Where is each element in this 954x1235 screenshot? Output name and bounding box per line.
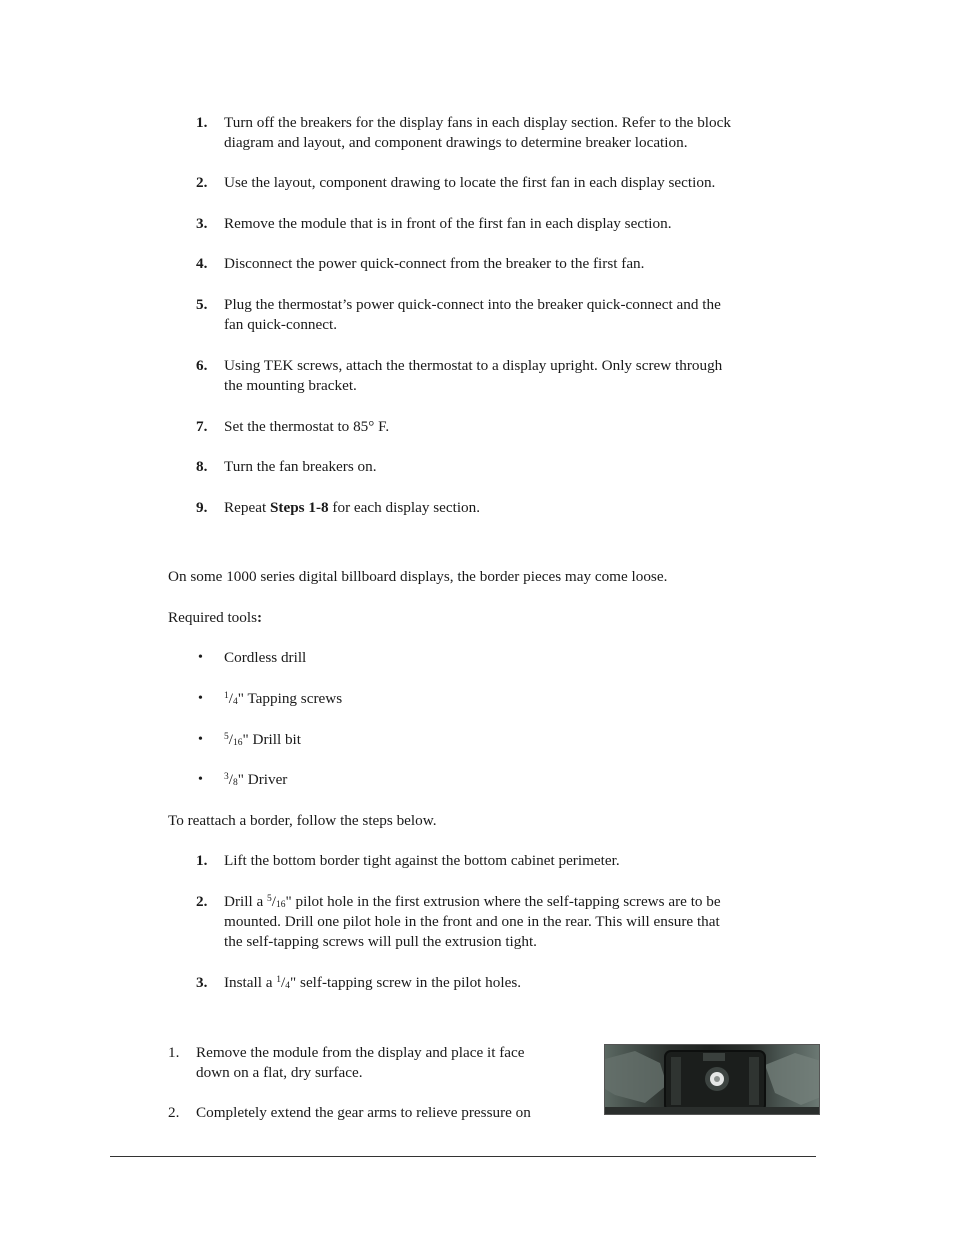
step-number: 8. (196, 458, 208, 475)
step-number: 2. (196, 174, 208, 191)
step-text: Disconnect the power quick-connect from the breaker to the first fan. (224, 255, 645, 272)
step-text: mounted. Drill one pilot hole in the front and one in the rear. This will ensure that (224, 913, 720, 930)
tool-item: $^3/_8$" Driver (224, 771, 288, 788)
step-text: Drill a $^5/_{16}$" pilot hole in the first extrusion where the self-tapping screws are to be (224, 893, 721, 910)
step-text: the self-tapping screws will pull the extrusion tight. (224, 933, 537, 950)
step-text: Turn off the breakers for the display fans in each display section. Refer to the block (224, 114, 731, 131)
module-gear-image (605, 1045, 820, 1115)
step-text: the mounting bracket. (224, 377, 357, 394)
step-text: Completely extend the gear arms to relieve pressure on (196, 1104, 531, 1121)
step-text: down on a flat, dry surface. (196, 1064, 363, 1081)
step-text: Remove the module from the display and place it face (196, 1044, 525, 1061)
bullet-icon: • (198, 650, 203, 665)
step-text: Remove the module that is in front of the first fan in each display section. (224, 215, 672, 232)
step-number: 4. (196, 255, 208, 272)
tool-item: $^5/_{16}$" Drill bit (224, 731, 301, 748)
step-number: 2. (168, 1104, 180, 1121)
step-text: Using TEK screws, attach the thermostat to a display upright. Only screw through (224, 357, 723, 374)
step-text: Repeat Steps 1-8 for each display section. (224, 499, 481, 516)
step-text: Use the layout, component drawing to locate the first fan in each display section. (224, 174, 716, 191)
step-text: Set the thermostat to 85° F. (224, 418, 390, 435)
step-number: 5. (196, 296, 208, 313)
border-intro: On some 1000 series digital billboard displays, the border pieces may come loose. (168, 568, 668, 585)
tool-item: $^1/_4$" Tapping screws (224, 690, 343, 707)
step-text: Install a $^1/_4$" self-tapping screw in the pilot holes. (224, 974, 522, 991)
step-number: 1. (196, 114, 208, 131)
step-number: 6. (196, 357, 208, 374)
reattach-intro: To reattach a border, follow the steps below. (168, 812, 437, 829)
tool-item: Cordless drill (224, 649, 307, 666)
step-text: Plug the thermostat’s power quick-connect into the breaker quick-connect and the (224, 296, 721, 313)
footer-divider (110, 1156, 816, 1157)
step-text: Turn the fan breakers on. (224, 458, 377, 475)
step-number: 3. (196, 215, 208, 232)
step-number: 1. (196, 852, 208, 869)
step-text: fan quick-connect. (224, 316, 338, 333)
step-number: 3. (196, 974, 208, 991)
bullet-icon: • (198, 772, 203, 787)
step-number: 9. (196, 499, 208, 516)
step-number: 7. (196, 418, 208, 435)
step-text: diagram and layout, and component drawings to determine breaker location. (224, 134, 688, 151)
step-number: 2. (196, 893, 208, 910)
step-text: Lift the bottom border tight against the bottom cabinet perimeter. (224, 852, 620, 869)
module-photo (604, 1044, 820, 1115)
bullet-icon: • (198, 732, 203, 747)
bullet-icon: • (198, 691, 203, 706)
required-tools-label: Required tools: (168, 609, 263, 626)
step-number: 1. (168, 1044, 180, 1061)
